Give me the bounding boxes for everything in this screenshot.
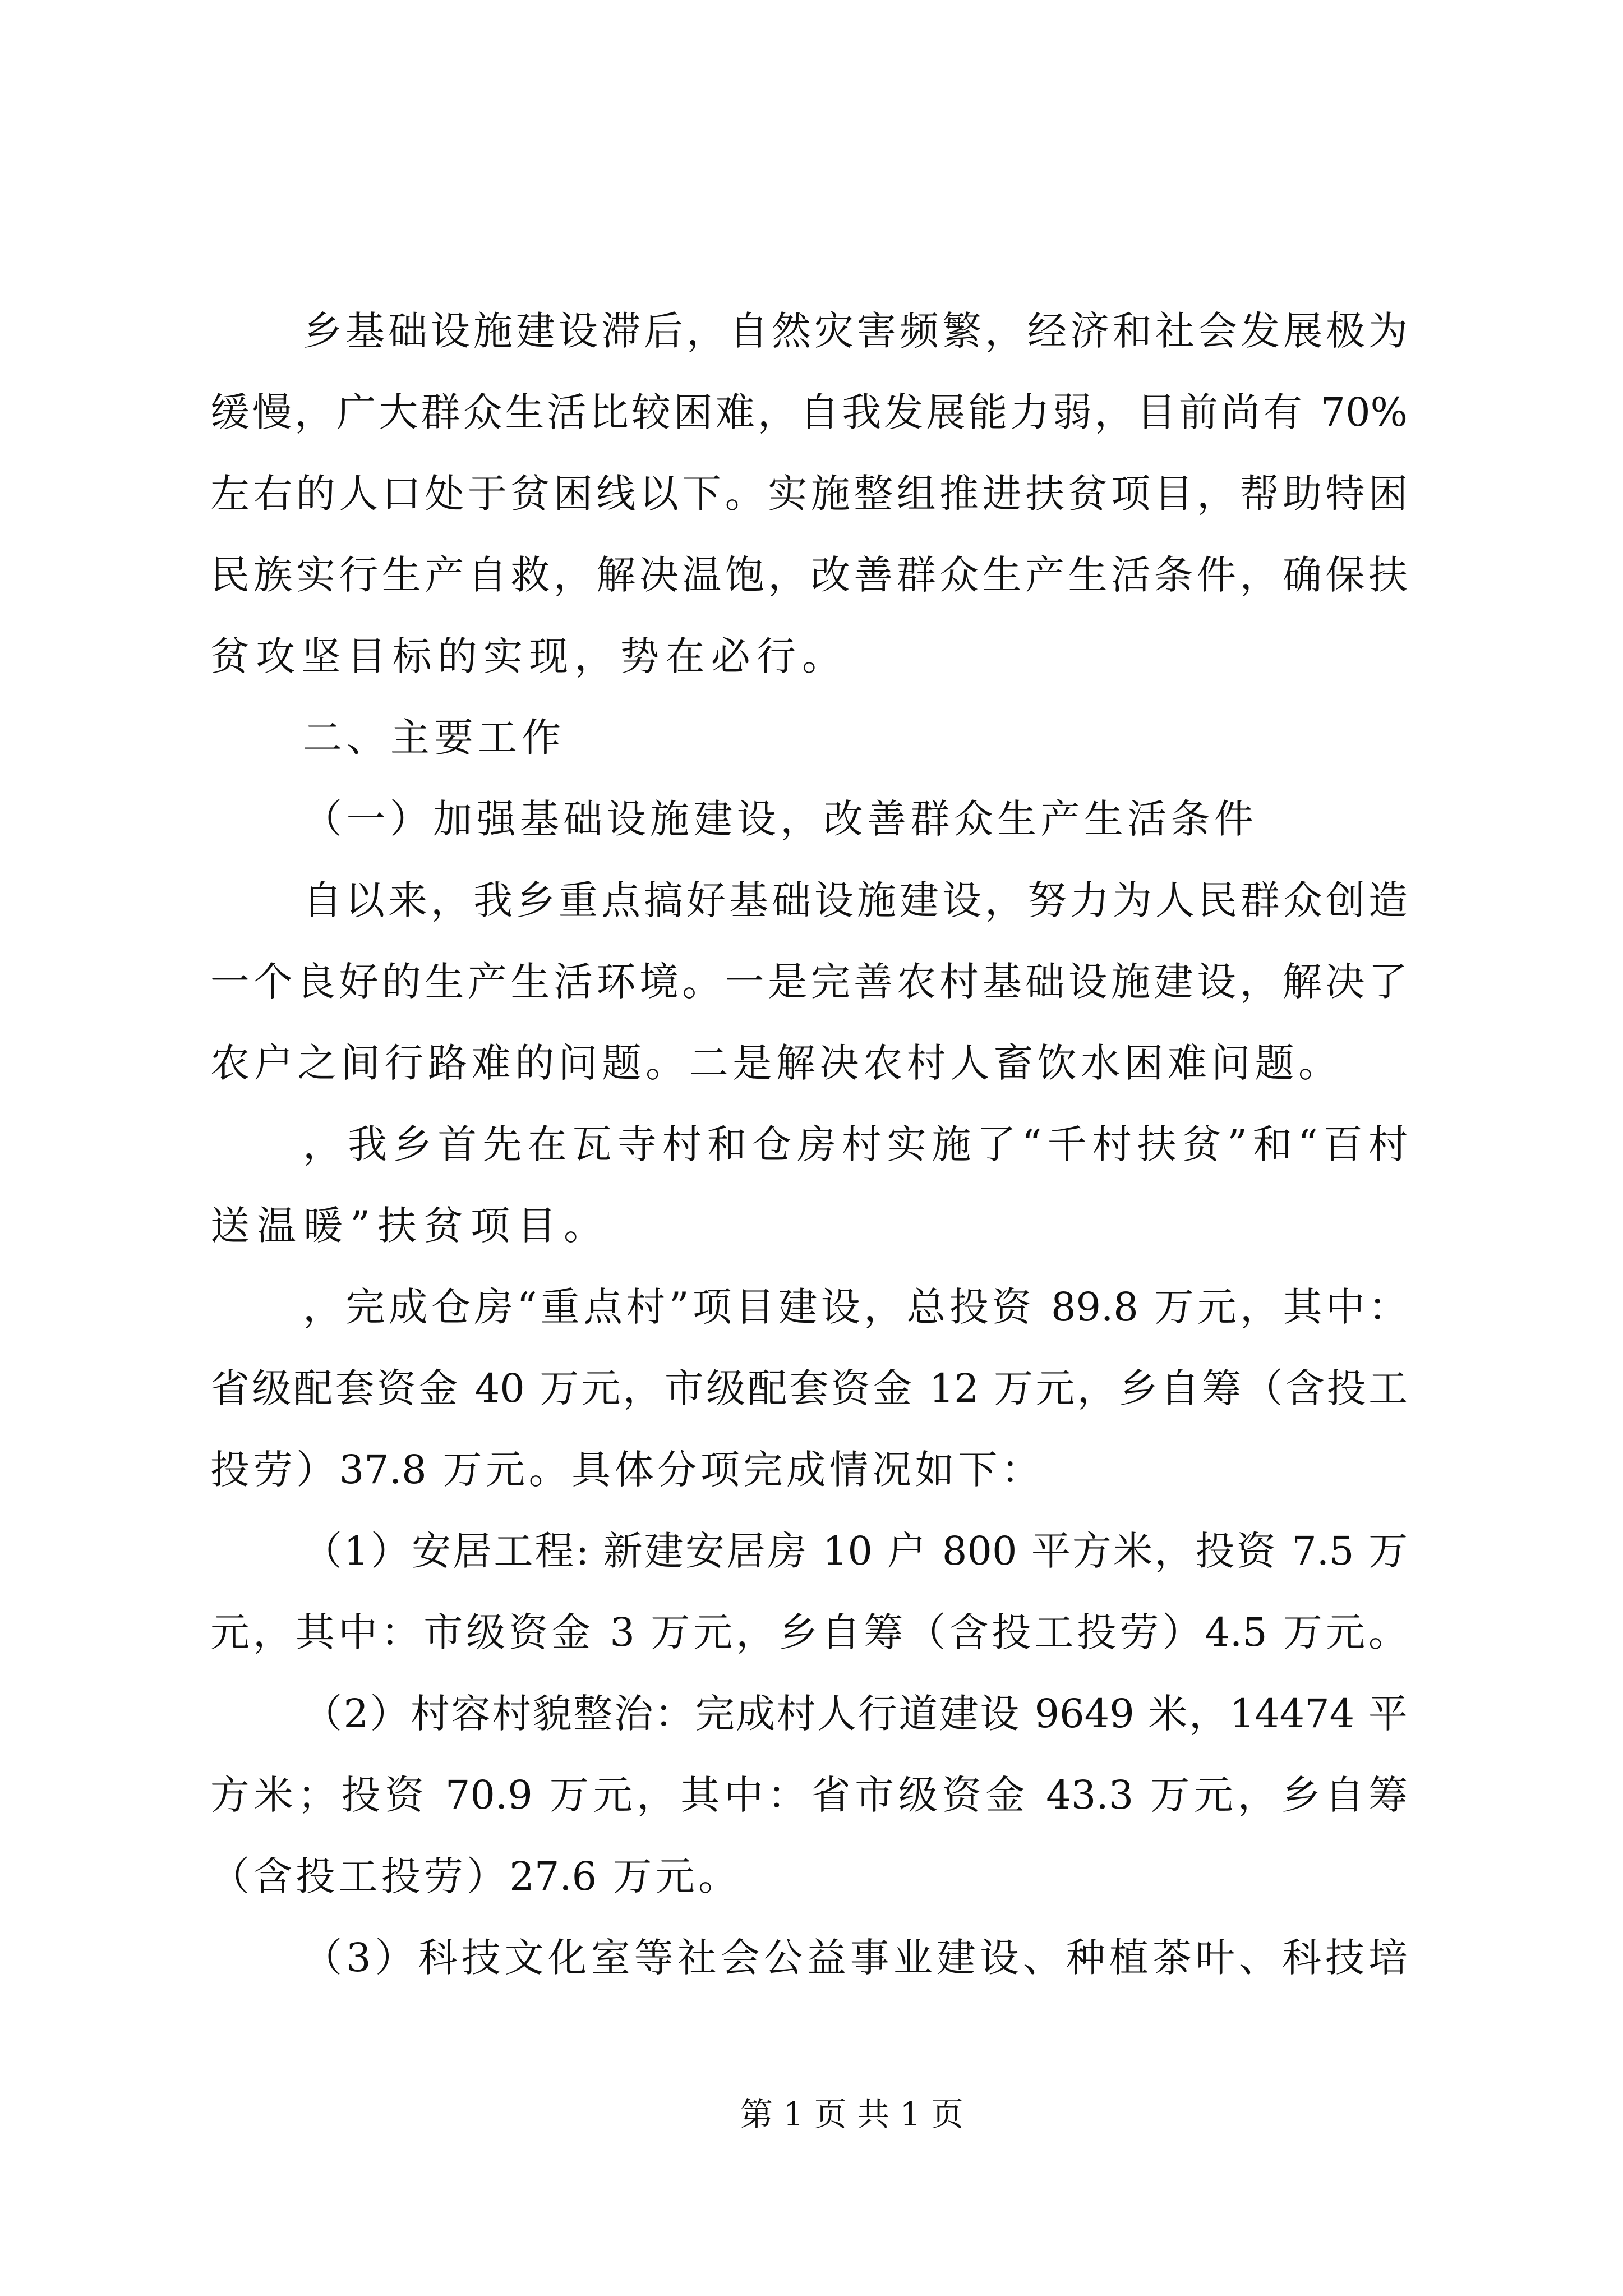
paragraph-line: 一个良好的生产生活环境。一是完善农村基础设施建设，解决了: [210, 959, 1408, 1005]
paragraph-line: ，我乡首先在瓦寺村和仓房村实施了“千村扶贫”和“百村: [303, 1121, 1408, 1167]
list-item-line: （1）安居工程: 新建安居房 10 户 800 平方米，投资 7.5 万: [303, 1528, 1408, 1574]
list-item-line: 方米；投资 70.9 万元，其中：省市级资金 43.3 万元，乡自筹: [210, 1772, 1408, 1818]
list-item-line: （2）村容村貌整治：完成村人行道建设 9649 米，14474 平: [303, 1691, 1408, 1737]
list-item-line: （3）科技文化室等社会公益事业建设、种植茶叶、科技培: [303, 1935, 1408, 1981]
paragraph-line: 乡基础设施建设滞后，自然灾害频繁，经济和社会发展极为: [303, 308, 1408, 354]
list-item-line: （含投工投劳）27.6 万元。: [210, 1853, 737, 1899]
subsection-heading: （一）加强基础设施建设，改善群众生产生活条件: [303, 796, 1253, 842]
paragraph-line: 民族实行生产自救，解决温饱，改善群众生产生活条件，确保扶: [210, 552, 1408, 598]
paragraph-line: 省级配套资金 40 万元，市级配套资金 12 万元，乡自筹（含投工: [210, 1365, 1408, 1411]
paragraph-line: 自以来，我乡重点搞好基础设施建设，努力为人民群众创造: [303, 877, 1408, 923]
paragraph-line: 缓慢，广大群众生活比较困难，自我发展能力弱，目前尚有 70%: [210, 389, 1408, 435]
section-heading: 二、主要工作: [303, 715, 561, 761]
paragraph-line: 送温暖”扶贫项目。: [210, 1203, 603, 1249]
list-item-line: 元，其中：市级资金 3 万元，乡自筹（含投工投劳）4.5 万元。: [210, 1609, 1408, 1655]
paragraph-line: 左右的人口处于贫困线以下。实施整组推进扶贫项目，帮助特困: [210, 471, 1408, 517]
page-number-footer: 第 1 页 共 1 页: [740, 2095, 963, 2133]
paragraph-line: ，完成仓房“重点村”项目建设，总投资 89.8 万元，其中：: [303, 1284, 1408, 1330]
paragraph-line: 投劳）37.8 万元。具体分项完成情况如下：: [210, 1447, 1040, 1493]
paragraph-line: 贫攻坚目标的实现，势在必行。: [210, 633, 841, 679]
paragraph-line: 农户之间行路难的问题。二是解决农村人畜饮水困难问题。: [210, 1040, 1338, 1086]
